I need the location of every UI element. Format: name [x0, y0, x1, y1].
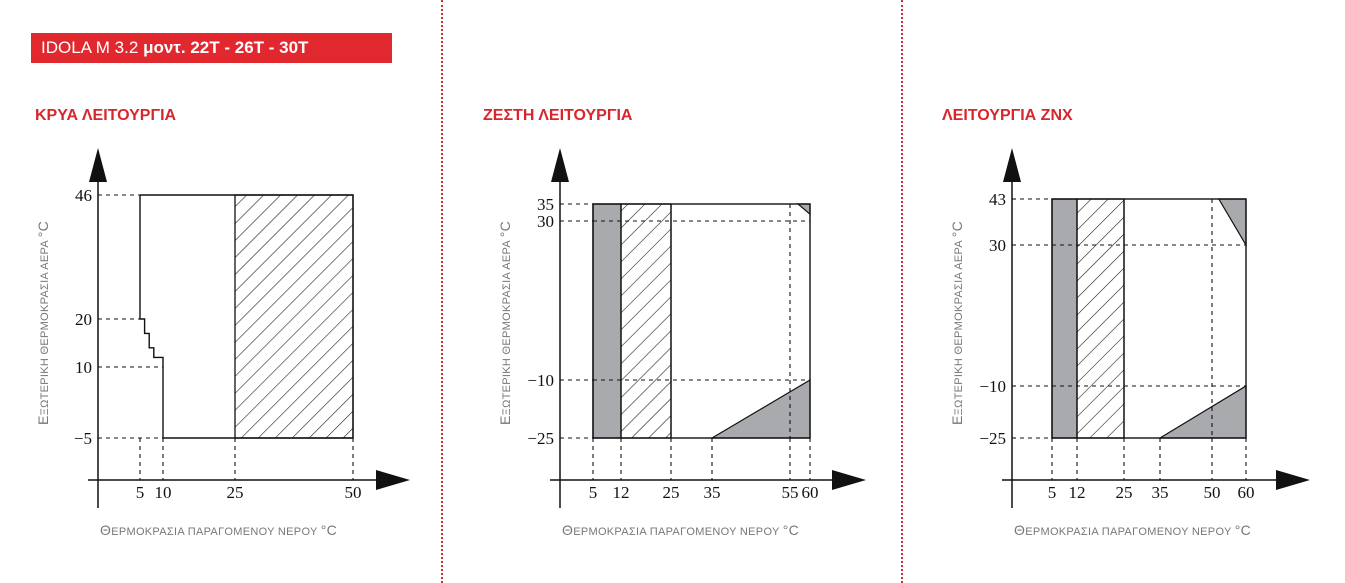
c1-y-axis-arrow	[551, 148, 569, 182]
c0-y-tick-label: 20	[75, 310, 92, 329]
c0-y-tick-label: −5	[73, 429, 92, 448]
c2-x-tick-label: 60	[1237, 483, 1255, 502]
c2-x-tick-label: 5	[1047, 483, 1057, 502]
c2-hatched-region	[1077, 199, 1124, 438]
c1-hatched-region	[621, 204, 671, 438]
c1-x-tick-label: 25	[662, 483, 680, 502]
c0-x-tick-label: 50	[344, 483, 362, 502]
c2-x-tick-label: 35	[1151, 483, 1169, 502]
c2-x-tick-label: 50	[1203, 483, 1221, 502]
model-variants: μοντ. 22T - 26T - 30T	[143, 38, 309, 57]
c0-x-tick-label: 5	[135, 483, 145, 502]
chart-title-dhw: ΛΕΙΤΟΥΡΓΙΑ ΖΝΧ	[942, 107, 1073, 124]
c2-x-axis-arrow	[1276, 470, 1310, 490]
c2-gray-band	[1052, 199, 1077, 438]
c2-x-axis-title: ΘΕΡΜΟΚΡΑΣΙΑ ΠΑΡΑΓΟΜΕΝΟΥ ΝΕΡΟΥ °C	[1014, 522, 1252, 538]
c2-y-axis-arrow	[1003, 148, 1021, 182]
c1-gray-corner-3	[712, 380, 810, 438]
chart-title-cooling: ΚΡΥΑ ΛΕΙΤΟΥΡΓΙΑ	[35, 107, 177, 124]
c1-x-axis-arrow	[832, 470, 866, 490]
c1-x-tick-label: 12	[612, 483, 630, 502]
c0-y-tick-label: 10	[75, 358, 92, 377]
c1-x-tick-label: 5	[588, 483, 598, 502]
c1-y-tick-label: 30	[537, 212, 554, 231]
c2-y-tick-label: −10	[979, 377, 1006, 396]
c1-gray-band	[593, 204, 621, 438]
c1-x-tick-label: 55	[781, 483, 799, 502]
c0-x-axis-title: ΘΕΡΜΟΚΡΑΣΙΑ ΠΑΡΑΓΟΜΕΝΟΥ ΝΕΡΟΥ °C	[100, 522, 338, 538]
c2-y-tick-label: 43	[989, 190, 1006, 209]
c1-y-axis-title: ΕΞΩΤΕΡΙΚΗ ΘΕΡΜΟΚΡΑΣΙΑ ΑΕΡΑ °C	[497, 220, 513, 425]
model-name: IDOLA M 3.2	[41, 38, 139, 57]
c0-y-axis-arrow	[89, 148, 107, 182]
c2-gray-corner-4	[1219, 199, 1246, 245]
chart-title-heating: ΖΕΣΤΗ ΛΕΙΤΟΥΡΓΙΑ	[483, 107, 633, 124]
c0-y-axis-title: ΕΞΩΤΕΡΙΚΗ ΘΕΡΜΟΚΡΑΣΙΑ ΑΕΡΑ °C	[35, 220, 51, 425]
c2-x-tick-label: 12	[1068, 483, 1086, 502]
c0-x-tick-label: 25	[226, 483, 244, 502]
c1-x-tick-label: 60	[801, 483, 819, 502]
c2-y-tick-label: −25	[979, 429, 1006, 448]
c2-x-tick-label: 25	[1115, 483, 1133, 502]
c0-x-axis-arrow	[376, 470, 410, 490]
c1-gray-corner-4	[798, 204, 810, 214]
c0-x-tick-label: 10	[154, 483, 172, 502]
c2-y-tick-label: 30	[989, 236, 1006, 255]
c1-y-tick-label: −25	[527, 429, 554, 448]
c2-gray-corner-3	[1160, 386, 1246, 438]
c1-x-axis-title: ΘΕΡΜΟΚΡΑΣΙΑ ΠΑΡΑΓΟΜΕΝΟΥ ΝΕΡΟΥ °C	[562, 522, 800, 538]
c2-y-axis-title: ΕΞΩΤΕΡΙΚΗ ΘΕΡΜΟΚΡΑΣΙΑ ΑΕΡΑ °C	[949, 220, 965, 425]
c0-y-tick-label: 46	[75, 186, 92, 205]
c1-y-tick-label: −10	[527, 371, 554, 390]
c1-y-tick-label: 35	[537, 195, 554, 214]
c0-hatched-region	[235, 195, 353, 438]
c1-x-tick-label: 35	[703, 483, 721, 502]
